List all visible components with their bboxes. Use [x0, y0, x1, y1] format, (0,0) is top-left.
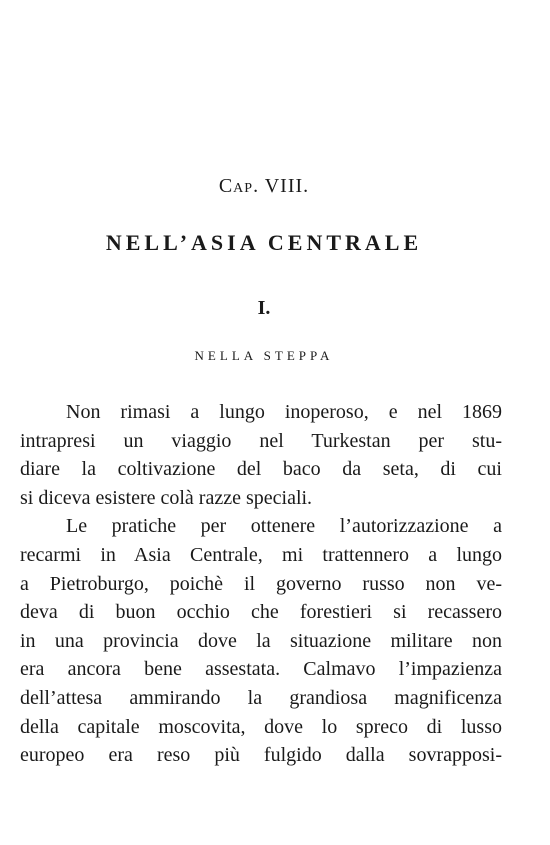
text-line: europeo era reso più fulgido dalla sovrapposi-: [20, 744, 502, 767]
section-title: NELLA STEPPA: [194, 348, 334, 363]
text-line: Non rimasi a lungo inoperoso, e nel 1869: [66, 401, 502, 423]
chapter-title: NELL’ASIA CENTRALE: [105, 230, 423, 255]
chapter-heading: [0, 175, 528, 198]
text-line: a Pietroburgo, poichè il governo russo non ve-: [20, 572, 502, 595]
body-text: [20, 398, 502, 770]
paragraph-1: [20, 398, 502, 512]
section-number: I.: [257, 297, 271, 319]
text-line: si diceva esistere colà razze speciali.: [20, 486, 313, 509]
text-line: deva di buon occhio che forestieri si recassero: [20, 601, 502, 624]
text-line: era ancora bene assestata. Calmavo l’impazienza: [20, 658, 502, 681]
text-line: Le pratiche per ottenere l’autorizzazione a: [66, 515, 502, 538]
text-line: intrapresi un viaggio nel Turkestan per stu-: [20, 429, 502, 452]
text-line: diare la coltivazione del baco da seta, di cui: [20, 458, 502, 481]
paragraph-2: [20, 512, 502, 769]
text-line: in una provincia dove la situazione militare non: [20, 629, 502, 652]
text-line: della capitale moscovita, dove lo spreco di lusso: [20, 715, 502, 738]
chapter-number: VIII.: [264, 175, 310, 197]
text-line: dell’attesa ammirando la grandiosa magnificenza: [20, 686, 502, 709]
text-line: recarmi in Asia Centrale, mi trattennero a lungo: [20, 543, 502, 566]
chapter-prefix: Cap.: [218, 175, 260, 197]
